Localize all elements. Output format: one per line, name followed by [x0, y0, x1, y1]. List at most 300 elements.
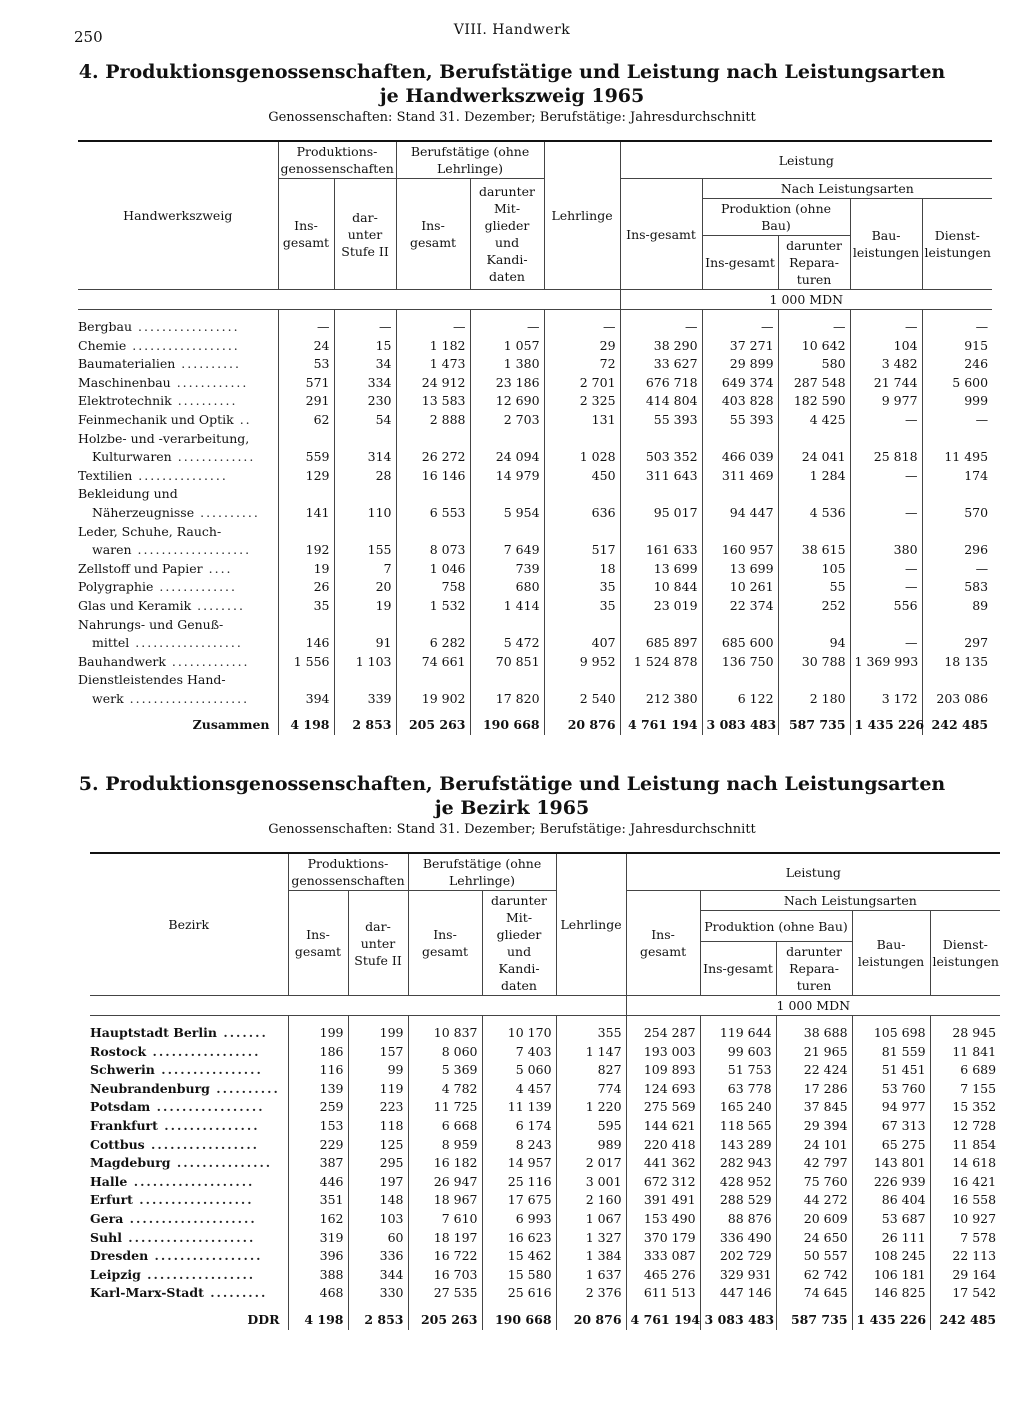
table-cell: 11 725 [408, 1098, 482, 1117]
table-cell: 441 362 [626, 1154, 700, 1173]
row-label: Potsdam ................. [90, 1099, 265, 1115]
table5-prod-total-header: Ins-gesamt [700, 942, 776, 996]
table-row [90, 1210, 1000, 1229]
table-cell: 7 [334, 560, 396, 579]
table5-subtitle: Genossenschaften: Stand 31. Dezember; Berufstätige: Jahresdurchschnitt [268, 822, 756, 837]
table-cell: 1 556 [278, 653, 334, 672]
table-cell: 26 947 [408, 1173, 482, 1192]
total-cell: 2 853 [348, 1311, 408, 1330]
table-row [90, 1043, 1000, 1062]
table4-perf-by-type: Nach Leistungsarten [702, 179, 992, 199]
table5-title [0, 772, 1024, 820]
table-cell: 50 557 [776, 1247, 852, 1266]
table-cell: 3 001 [556, 1173, 626, 1192]
table-cell: 1 103 [334, 653, 396, 672]
total-label: DDR [247, 1311, 280, 1327]
table-cell: 21 744 [850, 374, 922, 393]
row-label-text: Glas und Keramik [78, 597, 192, 613]
table-cell: 94 977 [852, 1098, 930, 1117]
table-row [78, 411, 992, 430]
row-label: Suhl .................... [90, 1229, 256, 1245]
table-cell: 394 [278, 671, 334, 708]
total-cell: 242 485 [922, 716, 992, 735]
table-row [90, 1154, 1000, 1173]
table-cell: 5 954 [470, 485, 544, 522]
table5-bt-group: Berufstätige (ohne Lehrlinge) [408, 853, 556, 891]
table5-title-line2: je Bezirk 1965 [434, 797, 590, 819]
table-row [90, 1191, 1000, 1210]
total-cell: 3 083 483 [702, 716, 778, 735]
table-cell: 466 039 [702, 430, 778, 467]
table-cell: 37 845 [776, 1098, 852, 1117]
table-cell: 186 [288, 1043, 348, 1062]
table-cell: 4 536 [778, 485, 850, 522]
table5-construction-header: Bau-leistungen [852, 911, 930, 996]
table-cell: 35 [278, 597, 334, 616]
table4-construction-header: Bau-leistungen [850, 199, 922, 290]
table-cell: 559 [278, 430, 334, 467]
row-label-text: Leipzig [90, 1266, 141, 1282]
total-cell: 4 761 194 [626, 1311, 700, 1330]
table-cell: 7 403 [482, 1043, 556, 1062]
table4-body [78, 310, 992, 736]
table-cell: 24 912 [396, 374, 470, 393]
table-cell: 165 240 [700, 1098, 776, 1117]
spacer-row [90, 1303, 1000, 1311]
table-cell: 351 [288, 1191, 348, 1210]
table-cell: 86 404 [852, 1191, 930, 1210]
table5 [90, 852, 1000, 1330]
table-row [90, 1229, 1000, 1248]
table-cell: 226 939 [852, 1173, 930, 1192]
table5-apprentices-header: Lehrlinge [556, 853, 626, 996]
row-label-text: Bekleidung und [78, 486, 178, 502]
table5-perf-by-type: Nach Leistungsarten [700, 891, 1000, 911]
table5-title-line1: 5. Produktionsgenossenschaften, Berufstätige und Leistung nach Leistungsarten [78, 773, 946, 795]
table-cell: 999 [922, 392, 992, 411]
table-cell: 685 600 [702, 616, 778, 653]
table-cell: 153 490 [626, 1210, 700, 1229]
row-label: Schwerin ................ [90, 1062, 263, 1078]
table-cell: 20 [334, 578, 396, 597]
table-cell: 55 [778, 578, 850, 597]
table-cell: 370 179 [626, 1229, 700, 1248]
table-row [90, 1247, 1000, 1266]
table-cell: 7 578 [930, 1229, 1000, 1248]
table-cell: 15 462 [482, 1247, 556, 1266]
table-cell: 55 393 [702, 411, 778, 430]
table-cell: 571 [278, 374, 334, 393]
table-cell: 1 147 [556, 1043, 626, 1062]
table-cell: 223 [348, 1098, 408, 1117]
table-row [78, 467, 992, 486]
table-cell: 407 [544, 616, 620, 653]
table-cell: 24 650 [776, 1229, 852, 1248]
table-cell: 94 447 [702, 485, 778, 522]
table-cell: 160 957 [702, 523, 778, 560]
table-cell: 129 [278, 467, 334, 486]
table-cell: 2 180 [778, 671, 850, 708]
table5-perf-total-header: Ins-gesamt [626, 891, 700, 996]
table-cell: 2 701 [544, 374, 620, 393]
row-label: Baumaterialien .......... [78, 356, 242, 372]
table-cell: 22 113 [930, 1247, 1000, 1266]
table-cell: 22 374 [702, 597, 778, 616]
table-cell: 580 [778, 355, 850, 374]
table-cell: — [470, 318, 544, 337]
table5-pg-stufe2-header: dar-unter Stufe II [348, 891, 408, 996]
table-cell: 105 698 [852, 1024, 930, 1043]
row-label-text: Potsdam [90, 1099, 151, 1115]
table-cell: 17 286 [776, 1080, 852, 1099]
table-cell: 319 [288, 1229, 348, 1248]
table-cell: 774 [556, 1080, 626, 1099]
table-row [78, 485, 992, 522]
total-cell: 20 876 [544, 716, 620, 735]
table-cell: 295 [348, 1154, 408, 1173]
table-cell: 155 [334, 523, 396, 560]
table-cell: 24 [278, 337, 334, 356]
table-cell: — [850, 485, 922, 522]
table-cell: 1 532 [396, 597, 470, 616]
table4-subtitle: Genossenschaften: Stand 31. Dezember; Berufstätige: Jahresdurchschnitt [268, 110, 756, 125]
row-label-text: Suhl [90, 1229, 122, 1245]
table-cell: 2 888 [396, 411, 470, 430]
row-label-text: mittel [92, 635, 130, 651]
table-cell: — [850, 616, 922, 653]
table5-body [90, 1016, 1000, 1330]
total-row [90, 1311, 1000, 1330]
row-label: Halle ................... [90, 1173, 255, 1189]
table-cell: 10 927 [930, 1210, 1000, 1229]
table-cell: 19 [278, 560, 334, 579]
row-label: Elektrotechnik .......... [78, 393, 238, 409]
table-cell: 12 690 [470, 392, 544, 411]
table-cell: 72 [544, 355, 620, 374]
page-number: 250 [74, 28, 103, 46]
row-label-text: Textilien [78, 467, 133, 483]
row-label: Leder, Schuhe, Rauch- waren ................... [78, 523, 252, 558]
row-label-text: Magdeburg [90, 1155, 171, 1171]
table-cell: 311 643 [620, 467, 702, 486]
table-cell: 35 [544, 578, 620, 597]
table-cell: 143 801 [852, 1154, 930, 1173]
table-cell: 517 [544, 523, 620, 560]
table-cell: 212 380 [620, 671, 702, 708]
table-row [90, 1098, 1000, 1117]
row-label-text: Leder, Schuhe, Rauch- [78, 523, 222, 539]
table-cell: 105 [778, 560, 850, 579]
table-row [78, 355, 992, 374]
table-cell: 202 729 [700, 1247, 776, 1266]
table5-row-header: Bezirk [90, 853, 288, 996]
table-cell: 37 271 [702, 337, 778, 356]
table-cell: 15 352 [930, 1098, 1000, 1117]
table-cell: 7 155 [930, 1080, 1000, 1099]
row-label: Bauhandwerk ............. [78, 653, 250, 669]
row-label: Hauptstadt Berlin ....... [90, 1025, 268, 1040]
table-cell: 287 548 [778, 374, 850, 393]
table-cell: 26 111 [852, 1229, 930, 1248]
total-cell: 4 198 [288, 1311, 348, 1330]
table-cell: 387 [288, 1154, 348, 1173]
total-label: Zusammen [192, 717, 270, 733]
table-cell: 1 380 [470, 355, 544, 374]
table-cell: — [922, 560, 992, 579]
row-label: Dresden ................. [90, 1248, 263, 1264]
table-cell: 1 327 [556, 1229, 626, 1248]
table-cell: 288 529 [700, 1191, 776, 1210]
table5-prod-repairs-header: darunter Repara-turen [776, 942, 852, 996]
table-cell: 144 621 [626, 1117, 700, 1136]
table-cell: 428 952 [700, 1173, 776, 1192]
table-cell: 24 101 [776, 1136, 852, 1155]
total-cell: 1 435 226 [850, 716, 922, 735]
table4-bt-members-header: darunter Mit-glieder und Kandi-daten [470, 179, 544, 290]
table-cell: 10 261 [702, 578, 778, 597]
table-cell: 447 146 [700, 1284, 776, 1303]
table-row [90, 1173, 1000, 1192]
table-cell: 334 [334, 374, 396, 393]
table-cell: 118 [348, 1117, 408, 1136]
table-cell: — [850, 318, 922, 337]
table-cell: 116 [288, 1061, 348, 1080]
table-cell: 355 [556, 1024, 626, 1043]
table-cell: 8 060 [408, 1043, 482, 1062]
row-label: Nahrungs- und Genuß- mittel .................. [78, 616, 243, 651]
table-cell: 17 675 [482, 1191, 556, 1210]
row-label: Holzbe- und -verarbeitung, Kulturwaren ............. [78, 430, 256, 465]
table-cell: 16 722 [408, 1247, 482, 1266]
row-label-text: Dresden [90, 1248, 149, 1264]
table-cell: 1 057 [470, 337, 544, 356]
table-row [90, 1136, 1000, 1155]
table-cell: 2 703 [470, 411, 544, 430]
table-cell: 8 243 [482, 1136, 556, 1155]
table-cell: 24 094 [470, 430, 544, 467]
table-cell: 192 [278, 523, 334, 560]
table5-heading [0, 772, 1024, 837]
table-cell: 5 060 [482, 1061, 556, 1080]
table4-bt-group: Berufstätige (ohne Lehrlinge) [396, 141, 544, 179]
row-label-text: Nahrungs- und Genuß- [78, 616, 224, 632]
table-cell: 161 633 [620, 523, 702, 560]
table-cell: 26 272 [396, 430, 470, 467]
table-cell: 9 952 [544, 653, 620, 672]
table-cell: 51 753 [700, 1061, 776, 1080]
row-label: Gera .................... [90, 1210, 257, 1226]
table-row [78, 597, 992, 616]
row-label-text: Schwerin [90, 1062, 155, 1078]
table-cell: 391 491 [626, 1191, 700, 1210]
table4-production-header: Produktion (ohne Bau) [702, 199, 850, 236]
table-cell: — [702, 318, 778, 337]
row-label-text: Bauhandwerk [78, 653, 166, 669]
total-cell: 205 263 [396, 716, 470, 735]
table-cell: 193 003 [626, 1043, 700, 1062]
table-cell: 30 788 [778, 653, 850, 672]
row-label-text: Maschinenbau [78, 374, 171, 390]
table4-pg-group: Produktions-genossenschaften [278, 141, 396, 179]
table-cell: 139 [288, 1080, 348, 1099]
table-cell: 4 782 [408, 1080, 482, 1099]
table-cell: 11 495 [922, 430, 992, 467]
table-cell: 583 [922, 578, 992, 597]
table-cell: 11 854 [930, 1136, 1000, 1155]
table-cell: 8 959 [408, 1136, 482, 1155]
row-label: Cottbus ................. [90, 1136, 260, 1152]
table-row [78, 318, 992, 337]
table-cell: 259 [288, 1098, 348, 1117]
table-cell: 108 245 [852, 1247, 930, 1266]
row-label: Maschinenbau ............ [78, 374, 249, 390]
table-cell: 4 457 [482, 1080, 556, 1099]
table-cell: 23 019 [620, 597, 702, 616]
row-label: Glas und Keramik ........ [78, 597, 245, 613]
row-label-text: Neubrandenburg [90, 1080, 210, 1096]
table-cell: 685 897 [620, 616, 702, 653]
table-cell: 330 [348, 1284, 408, 1303]
table4-title-line2: je Handwerkszweig 1965 [379, 85, 645, 107]
row-label: Neubrandenburg .......... [90, 1080, 280, 1096]
row-label-text: Feinmechanik und Optik [78, 411, 234, 427]
row-label-text: Dienstleistendes Hand- [78, 672, 226, 688]
table-cell: 275 569 [626, 1098, 700, 1117]
total-cell: 4 198 [278, 716, 334, 735]
table-cell: 131 [544, 411, 620, 430]
table-cell: 26 [278, 578, 334, 597]
table-cell: — [396, 318, 470, 337]
table-cell: 339 [334, 671, 396, 708]
table-cell: 336 [348, 1247, 408, 1266]
table-cell: 8 073 [396, 523, 470, 560]
table-cell: 1 473 [396, 355, 470, 374]
table-cell: 51 451 [852, 1061, 930, 1080]
row-label: Magdeburg ............... [90, 1155, 273, 1171]
table-cell: 229 [288, 1136, 348, 1155]
table-cell: 220 418 [626, 1136, 700, 1155]
table-cell: 91 [334, 616, 396, 653]
table-cell: 230 [334, 392, 396, 411]
table-cell: 16 623 [482, 1229, 556, 1248]
row-label-text: Rostock [90, 1043, 147, 1059]
table-cell: 672 312 [626, 1173, 700, 1192]
table-cell: 148 [348, 1191, 408, 1210]
table-cell: 3 482 [850, 355, 922, 374]
table4-pg-total-header: Ins-gesamt [278, 179, 334, 290]
total-row [78, 716, 992, 735]
table4-title [0, 60, 1024, 108]
table-cell: 16 421 [930, 1173, 1000, 1192]
running-head: VIII. Handwerk [453, 22, 571, 38]
spacer-row [78, 310, 992, 319]
table-cell: 14 618 [930, 1154, 1000, 1173]
table-cell: 15 580 [482, 1266, 556, 1285]
table-row [78, 337, 992, 356]
table-cell: 450 [544, 467, 620, 486]
table-cell: 38 615 [778, 523, 850, 560]
total-cell: 20 876 [556, 1311, 626, 1330]
row-label-text: Polygraphie [78, 579, 154, 595]
table-cell: 1 384 [556, 1247, 626, 1266]
table4-title-line1: 4. Produktionsgenossenschaften, Berufstätige und Leistung nach Leistungsarten [78, 61, 946, 83]
table-cell: 62 [278, 411, 334, 430]
total-cell: 190 668 [482, 1311, 556, 1330]
table-row [78, 523, 992, 560]
table-cell: 109 893 [626, 1061, 700, 1080]
table-cell: 99 603 [700, 1043, 776, 1062]
table-cell: 197 [348, 1173, 408, 1192]
table-cell: 14 979 [470, 467, 544, 486]
table-cell: 1 637 [556, 1266, 626, 1285]
row-label-text: Halle [90, 1173, 128, 1189]
row-label: Polygraphie ............. [78, 579, 238, 595]
table-cell: 6 174 [482, 1117, 556, 1136]
table5-production-header: Produktion (ohne Bau) [700, 911, 852, 942]
table-row [78, 653, 992, 672]
table-cell: — [544, 318, 620, 337]
table-cell: 10 642 [778, 337, 850, 356]
table-cell: 403 828 [702, 392, 778, 411]
table-cell: 6 553 [396, 485, 470, 522]
table-cell: 17 820 [470, 671, 544, 708]
table-cell: 157 [348, 1043, 408, 1062]
table-cell: 53 760 [852, 1080, 930, 1099]
table-cell: — [922, 411, 992, 430]
table4-bt-total-header: Ins-gesamt [396, 179, 470, 290]
table-cell: 65 275 [852, 1136, 930, 1155]
table4-unit: 1 000 MDN [620, 290, 992, 310]
table-cell: 595 [556, 1117, 626, 1136]
table-cell: 153 [288, 1117, 348, 1136]
table-cell: 23 186 [470, 374, 544, 393]
table-cell: 9 977 [850, 392, 922, 411]
total-cell: 205 263 [408, 1311, 482, 1330]
table-cell: — [850, 578, 922, 597]
table-row [78, 616, 992, 653]
table-cell: 25 116 [482, 1173, 556, 1192]
table-cell: 4 425 [778, 411, 850, 430]
row-label: Karl-Marx-Stadt ......... [90, 1285, 268, 1301]
table4-perf-group: Leistung [620, 141, 992, 179]
total-cell: 242 485 [930, 1311, 1000, 1330]
table-cell: 2 017 [556, 1154, 626, 1173]
table-cell: 1 067 [556, 1210, 626, 1229]
total-cell: 2 853 [334, 716, 396, 735]
table-cell: 311 469 [702, 467, 778, 486]
table-cell: — [620, 318, 702, 337]
total-cell: 3 083 483 [700, 1311, 776, 1330]
table-cell: 6 993 [482, 1210, 556, 1229]
table-cell: 739 [470, 560, 544, 579]
table-cell: 556 [850, 597, 922, 616]
table-cell: 10 170 [482, 1024, 556, 1043]
row-label-text: Chemie [78, 337, 127, 353]
table-cell: 18 135 [922, 653, 992, 672]
table-cell: 1 028 [544, 430, 620, 467]
table-cell: 468 [288, 1284, 348, 1303]
table-cell: 252 [778, 597, 850, 616]
table-cell: 60 [348, 1229, 408, 1248]
table-cell: 19 [334, 597, 396, 616]
table-cell: 67 313 [852, 1117, 930, 1136]
table5-bt-members-header: darunter Mit-glieder und Kandi-daten [482, 891, 556, 996]
table-cell: 162 [288, 1210, 348, 1229]
table5-pg-total-header: Ins-gesamt [288, 891, 348, 996]
table-cell: 146 [278, 616, 334, 653]
table-row [90, 1117, 1000, 1136]
table-cell: 99 [348, 1061, 408, 1080]
